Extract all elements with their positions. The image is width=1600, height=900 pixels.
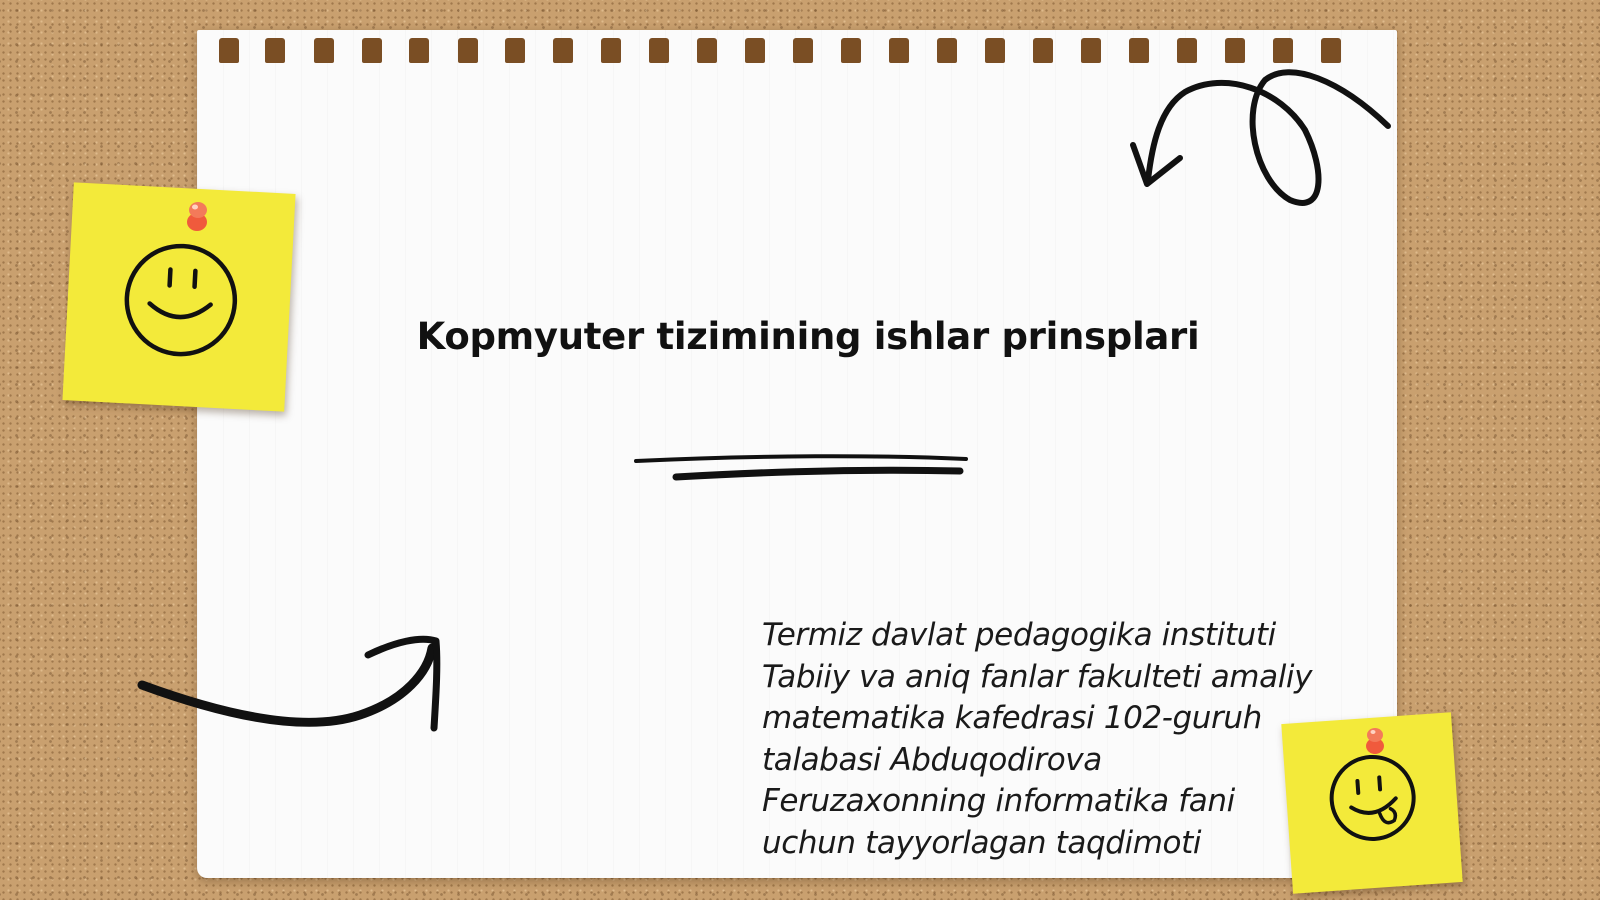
binder-hole bbox=[601, 38, 621, 63]
slide-subtitle bbox=[762, 615, 1362, 864]
binder-hole bbox=[265, 38, 285, 63]
binder-hole bbox=[1081, 38, 1101, 63]
binder-hole bbox=[314, 38, 334, 63]
slide-title: Kopmyuter tizimining ishlar prinsplari bbox=[416, 315, 1200, 358]
binder-hole bbox=[985, 38, 1005, 63]
binder-hole bbox=[362, 38, 382, 63]
binder-hole bbox=[1033, 38, 1053, 63]
binder-hole bbox=[937, 38, 957, 63]
sticky-note-smiley bbox=[62, 182, 295, 411]
binder-hole bbox=[793, 38, 813, 63]
subtitle-line: Feruzaxonning informatika fani bbox=[762, 783, 1235, 819]
tongue-smiley-icon bbox=[1281, 712, 1462, 893]
binder-holes bbox=[197, 30, 1397, 75]
smiley-icon bbox=[62, 182, 295, 411]
binder-hole bbox=[1177, 38, 1197, 63]
subtitle-line: matematika kafedrasi 102-guruh bbox=[762, 700, 1262, 736]
subtitle-line: uchun tayyorlagan taqdimoti bbox=[762, 824, 1202, 861]
sticky-note-tongue bbox=[1281, 712, 1462, 893]
binder-hole bbox=[458, 38, 478, 63]
subtitle-line: talabasi Abduqodirova bbox=[762, 741, 1102, 778]
binder-hole bbox=[219, 38, 239, 63]
binder-hole bbox=[745, 38, 765, 63]
binder-hole bbox=[1129, 38, 1149, 63]
subtitle-line: Tabiiy va aniq fanlar fakulteti amaliy bbox=[762, 658, 1313, 695]
binder-hole bbox=[697, 38, 717, 63]
binder-hole bbox=[1321, 38, 1341, 63]
binder-hole bbox=[649, 38, 669, 63]
binder-hole bbox=[505, 38, 525, 63]
binder-hole bbox=[1273, 38, 1293, 63]
binder-hole bbox=[1225, 38, 1245, 63]
binder-hole bbox=[889, 38, 909, 63]
binder-hole bbox=[841, 38, 861, 63]
binder-hole bbox=[409, 38, 429, 63]
binder-hole bbox=[553, 38, 573, 63]
subtitle-line: Termiz davlat pedagogika instituti bbox=[762, 617, 1276, 653]
